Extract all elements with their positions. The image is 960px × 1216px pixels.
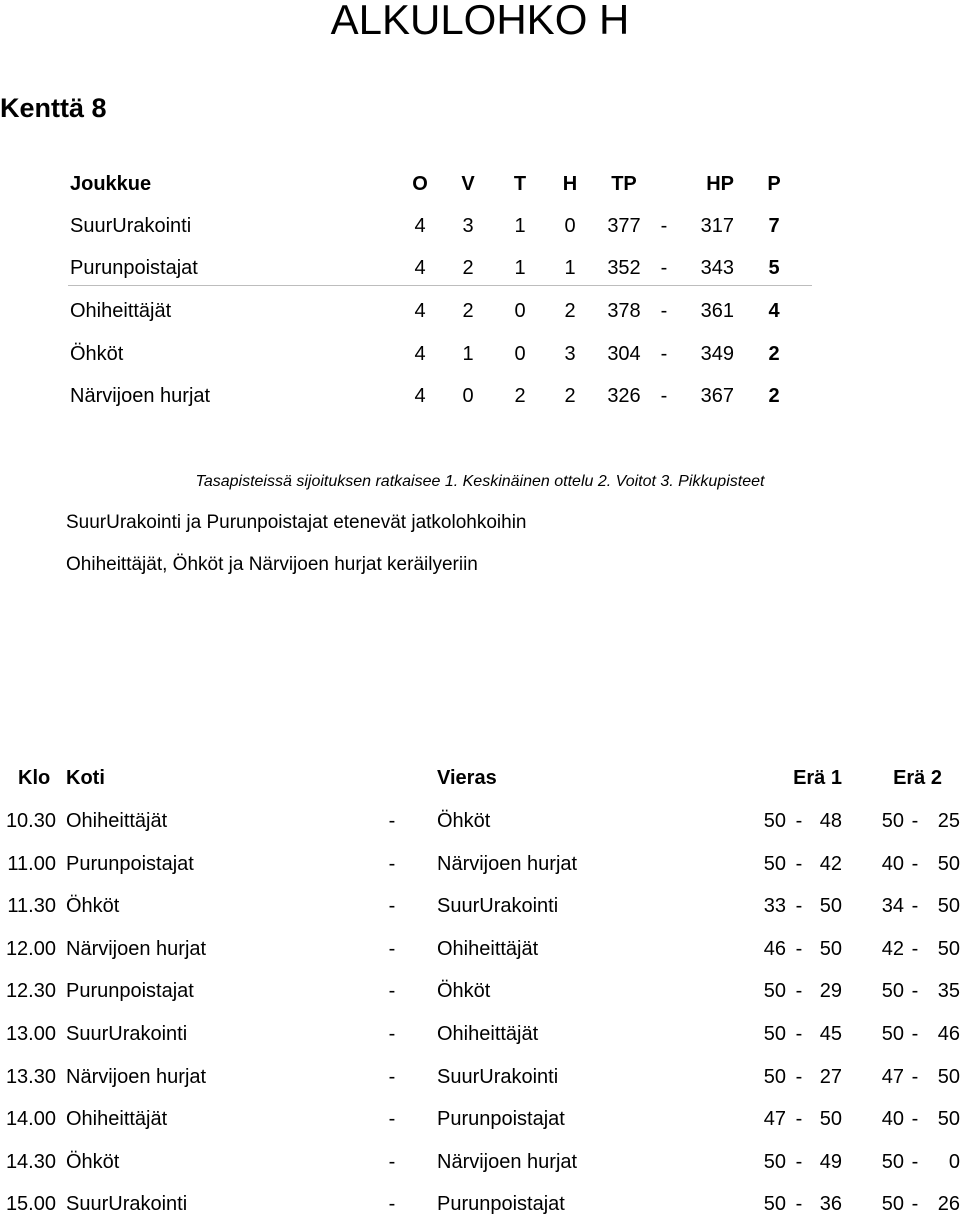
away-team: Ohiheittäjät [437, 1023, 539, 1045]
divider [68, 285, 812, 286]
score-separator: - [660, 343, 668, 365]
home-team: SuurUrakointi [66, 1193, 188, 1216]
draws: 1 [514, 257, 526, 279]
games-played: 4 [414, 343, 426, 365]
set2-away-score: 46 [937, 1023, 960, 1045]
points-for: 378 [607, 300, 641, 322]
set2-home-score: 47 [881, 1065, 904, 1088]
wins: 3 [462, 215, 474, 237]
set1-away-score: 27 [819, 1065, 842, 1088]
vs-separator: - [388, 1150, 396, 1173]
set2-separator: - [911, 1065, 919, 1088]
tiebreak-note: Tasapisteissä sijoituksen ratkaisee 1. Keskinäinen ottelu 2. Voitot 3. Pikkupisteet [195, 473, 765, 490]
set1-home-score: 47 [763, 1108, 786, 1131]
col-header-p: P [767, 173, 781, 195]
set2-separator: - [911, 895, 919, 918]
set1-away-score: 42 [819, 852, 842, 875]
vs-separator: - [388, 895, 396, 918]
team-name: Ohiheittäjät [70, 300, 172, 322]
home-team: Purunpoistajat [66, 852, 194, 875]
standing-points: 4 [768, 300, 780, 322]
set1-away-score: 50 [819, 895, 842, 918]
set1-away-score: 50 [819, 1108, 842, 1131]
away-team: Purunpoistajat [437, 1193, 565, 1216]
set1-away-score: 50 [819, 937, 842, 960]
away-team: Närvijoen hurjat [437, 852, 578, 875]
match-time: 14.30 [5, 1150, 56, 1173]
set2-away-score: 26 [937, 1193, 960, 1216]
wins: 2 [462, 300, 474, 322]
set1-separator: - [795, 1065, 803, 1088]
set1-separator: - [795, 1023, 803, 1045]
set2-away-score: 50 [937, 895, 960, 918]
set1-away-score: 49 [819, 1150, 842, 1173]
away-team: Ohiheittäjät [437, 937, 539, 960]
match-time: 13.00 [5, 1023, 56, 1045]
away-team: Öhköt [437, 980, 491, 1003]
set2-separator: - [911, 1108, 919, 1131]
col-header-o: O [412, 173, 428, 195]
home-team: Närvijoen hurjat [66, 937, 207, 960]
away-team: SuurUrakointi [437, 1065, 559, 1088]
team-name: SuurUrakointi [70, 215, 192, 237]
set1-separator: - [795, 852, 803, 875]
score-separator: - [660, 300, 668, 322]
set1-away-score: 48 [819, 810, 842, 832]
set1-separator: - [795, 980, 803, 1003]
set1-separator: - [795, 810, 803, 832]
games-played: 4 [414, 300, 426, 322]
col-header-era1: Erä 1 [793, 767, 842, 789]
away-team: SuurUrakointi [437, 895, 559, 918]
set2-separator: - [911, 937, 919, 960]
vs-separator: - [388, 1065, 396, 1088]
set2-separator: - [911, 980, 919, 1003]
standing-points: 2 [768, 385, 780, 407]
vs-separator: - [388, 980, 396, 1003]
set2-home-score: 50 [881, 1023, 904, 1045]
consolation-text: Ohiheittäjät, Öhköt ja Närvijoen hurjat keräilyeriin [66, 554, 478, 575]
team-name: Öhköt [70, 343, 124, 365]
set2-home-score: 34 [881, 895, 904, 918]
set2-home-score: 40 [881, 1108, 904, 1131]
score-separator: - [660, 215, 668, 237]
losses: 3 [564, 343, 576, 365]
set2-away-score: 50 [937, 1065, 960, 1088]
losses: 2 [564, 300, 576, 322]
wins: 2 [462, 257, 474, 279]
points-against: 349 [700, 343, 734, 365]
home-team: Purunpoistajat [66, 980, 194, 1003]
set2-away-score: 50 [937, 937, 960, 960]
set2-separator: - [911, 1193, 919, 1216]
points-for: 352 [607, 257, 641, 279]
col-header-klo: Klo [18, 767, 51, 789]
set1-away-score: 36 [819, 1193, 842, 1216]
set2-away-score: 50 [937, 852, 960, 875]
set1-home-score: 50 [763, 980, 786, 1003]
away-team: Purunpoistajat [437, 1108, 565, 1131]
games-played: 4 [414, 215, 426, 237]
set1-home-score: 50 [763, 1065, 786, 1088]
points-against: 367 [700, 385, 734, 407]
standing-points: 7 [768, 215, 780, 237]
set1-home-score: 46 [763, 937, 786, 960]
set1-home-score: 50 [763, 1193, 786, 1216]
field-heading: Kenttä 8 [0, 93, 107, 123]
col-header-era2: Erä 2 [893, 767, 942, 789]
set1-home-score: 50 [763, 810, 786, 832]
col-header-tp: TP [611, 173, 637, 195]
team-name: Purunpoistajat [70, 257, 198, 279]
match-time: 12.30 [5, 980, 56, 1003]
set1-home-score: 50 [763, 1023, 786, 1045]
home-team: Ohiheittäjät [66, 810, 168, 832]
col-header-vieras: Vieras [437, 767, 497, 789]
wins: 1 [462, 343, 474, 365]
points-against: 317 [700, 215, 734, 237]
points-for: 304 [607, 343, 641, 365]
home-team: Öhköt [66, 1150, 120, 1173]
set1-separator: - [795, 1150, 803, 1173]
score-separator: - [660, 385, 668, 407]
losses: 2 [564, 385, 576, 407]
set2-separator: - [911, 852, 919, 875]
set1-separator: - [795, 1108, 803, 1131]
draws: 2 [514, 385, 526, 407]
set2-separator: - [911, 810, 919, 832]
set2-home-score: 50 [881, 1150, 904, 1173]
vs-separator: - [388, 810, 396, 832]
away-team: Närvijoen hurjat [437, 1150, 578, 1173]
draws: 1 [514, 215, 526, 237]
vs-separator: - [388, 1193, 396, 1216]
set2-away-score: 25 [937, 810, 960, 832]
set1-home-score: 50 [763, 1150, 786, 1173]
score-separator: - [660, 257, 668, 279]
set2-away-score: 35 [937, 980, 960, 1003]
set2-home-score: 50 [881, 1193, 904, 1216]
set2-home-score: 50 [881, 810, 904, 832]
games-played: 4 [414, 385, 426, 407]
home-team: Närvijoen hurjat [66, 1065, 207, 1088]
set1-home-score: 33 [763, 895, 786, 918]
match-time: 13.30 [5, 1065, 56, 1088]
home-team: Ohiheittäjät [66, 1108, 168, 1131]
standing-points: 5 [768, 257, 780, 279]
losses: 0 [564, 215, 576, 237]
advance-text: SuurUrakointi ja Purunpoistajat etenevät jatkolohkoihin [66, 512, 527, 533]
draws: 0 [514, 300, 526, 322]
col-header-h: H [562, 173, 578, 195]
home-team: SuurUrakointi [66, 1023, 188, 1045]
games-played: 4 [414, 257, 426, 279]
set1-away-score: 45 [819, 1023, 842, 1045]
col-header-t: T [513, 173, 527, 195]
col-header-hp: HP [706, 173, 734, 195]
vs-separator: - [388, 852, 396, 875]
set2-home-score: 40 [881, 852, 904, 875]
set2-home-score: 50 [881, 980, 904, 1003]
set1-separator: - [795, 1193, 803, 1216]
set1-home-score: 50 [763, 852, 786, 875]
home-team: Öhköt [66, 895, 120, 918]
set2-separator: - [911, 1023, 919, 1045]
set2-away-score: 50 [937, 1108, 960, 1131]
away-team: Öhköt [437, 810, 491, 832]
draws: 0 [514, 343, 526, 365]
vs-separator: - [388, 1023, 396, 1045]
match-time: 10.30 [5, 810, 56, 832]
col-header-v: V [461, 173, 475, 195]
points-for: 326 [607, 385, 641, 407]
set1-separator: - [795, 895, 803, 918]
page-title: ALKULOHKO H [330, 0, 630, 43]
match-time: 12.00 [5, 937, 56, 960]
set2-home-score: 42 [881, 937, 904, 960]
col-header-team: Joukkue [70, 173, 152, 195]
losses: 1 [564, 257, 576, 279]
vs-separator: - [388, 1108, 396, 1131]
wins: 0 [462, 385, 474, 407]
points-for: 377 [607, 215, 641, 237]
match-time: 14.00 [5, 1108, 56, 1131]
set2-away-score: 0 [948, 1150, 960, 1173]
standing-points: 2 [768, 343, 780, 365]
col-header-koti: Koti [66, 767, 105, 789]
set1-separator: - [795, 937, 803, 960]
set2-separator: - [911, 1150, 919, 1173]
points-against: 361 [700, 300, 734, 322]
match-time: 11.30 [7, 895, 56, 918]
points-against: 343 [700, 257, 734, 279]
match-time: 15.00 [5, 1193, 56, 1216]
team-name: Närvijoen hurjat [70, 385, 211, 407]
vs-separator: - [388, 937, 396, 960]
set1-away-score: 29 [819, 980, 842, 1003]
match-time: 11.00 [7, 852, 56, 875]
